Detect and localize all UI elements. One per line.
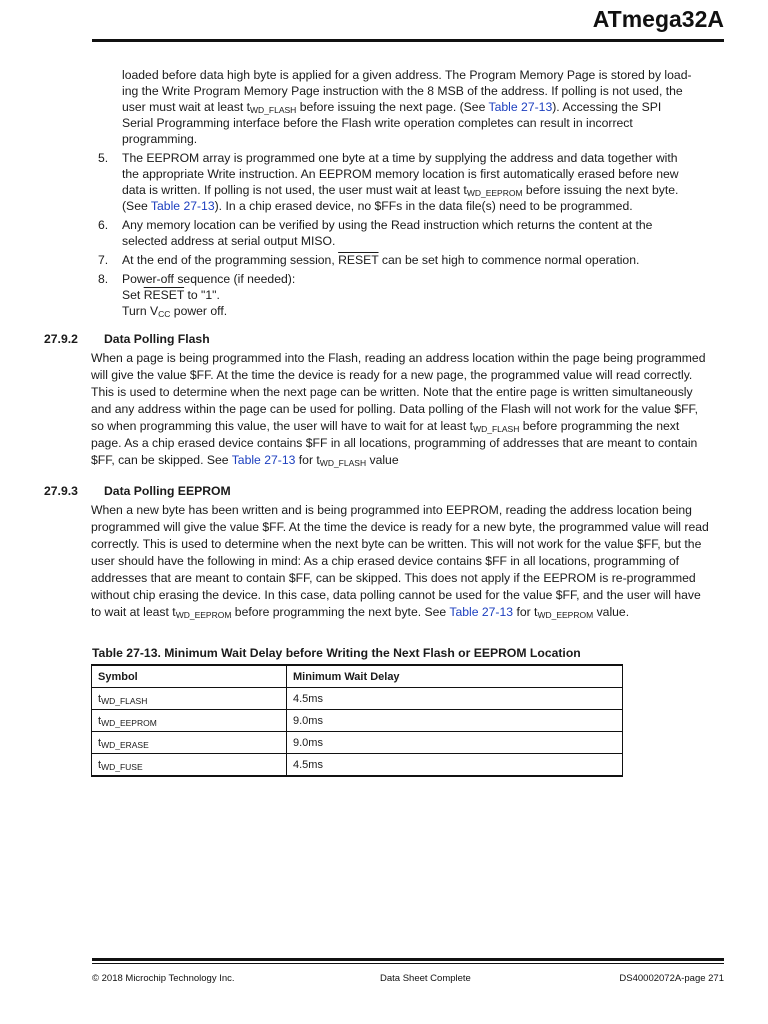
table-link[interactable]: Table 27-13 xyxy=(449,605,514,619)
section-heading xyxy=(44,332,724,348)
table-link[interactable]: Table 27-13 xyxy=(488,100,553,114)
text-line: ing the Write Program Memory Page instruction with the 8 MSB of the address. If polling is not used, the xyxy=(122,84,683,98)
table-row xyxy=(92,710,623,732)
section-heading xyxy=(44,484,724,500)
text-line: user must wait at least $t_{WD\_FLASH}$ before issuing the next page. (See Table 27-13). Accessing the SPI xyxy=(122,100,662,115)
text-line: Set RESET to "1". xyxy=(122,288,220,302)
list-number: 8. xyxy=(98,272,109,286)
table-link[interactable]: Table 27-13 xyxy=(231,453,296,467)
page-title: ATmega32A xyxy=(592,6,724,32)
list-number: 6. xyxy=(98,218,109,232)
section-data-polling-eeprom xyxy=(44,484,724,621)
section-data-polling-flash xyxy=(44,332,724,469)
text-line: At the end of the programming session, RESET can be set high to commence normal operation. xyxy=(122,253,640,267)
section-paragraph: When a new byte has been written and is being programmed into EEPROM, reading the address location being programmed will give the value $FF. At the time the device is ready for a new byte, the programmed value will read correctly. This is used to determine when the next byte can be written. This will not work for the value $FF, but the user should have the following in mind: As a chip erased device contains $FF in all locations, programming of addresses that are meant to contain $FF, can be skipped. This does not apply if the EEPROM is re-programmed without chip erasing the device. In this case, data polling cannot be used for the value $FF, and the user will have to wait at least $t_{WD\_EEPROM}$ before programming the next byte. See Table 27-13 for $t_{WD\_EEPROM}$ value. xyxy=(91,503,709,620)
footer-copyright: © 2018 Microchip Technology Inc. xyxy=(92,973,235,984)
table-header-row xyxy=(92,665,623,688)
symbol-cell: $t_{WD\_EEPROM}$ xyxy=(92,710,287,732)
table-row xyxy=(92,732,623,754)
text-line: Turn $V_{CC}$ power off. xyxy=(122,304,228,319)
text-line: selected address at serial output MISO. xyxy=(122,234,336,248)
footer-page-number: DS40002072A-page 271 xyxy=(619,973,724,984)
column-header-symbol: Symbol xyxy=(92,665,287,688)
table-link[interactable]: Table 27-13 xyxy=(150,199,215,213)
list-number: 7. xyxy=(98,253,109,267)
text-line: Serial Programming interface before the Flash write operation completes can result in incorrect xyxy=(122,116,633,130)
list-number: 5. xyxy=(98,151,109,165)
section-title: Data Polling Flash xyxy=(104,332,210,346)
delay-cell: 9.0ms xyxy=(287,732,623,754)
list-item xyxy=(92,67,724,147)
symbol-cell: $t_{WD\_ERASE}$ xyxy=(92,732,287,754)
list-item xyxy=(92,271,724,319)
footer-rule-thin xyxy=(92,963,724,964)
delay-cell: 4.5ms xyxy=(287,754,623,777)
text-line: programming. xyxy=(122,132,198,146)
text-line: Any memory location can be verified by using the Read instruction which returns the content at the xyxy=(122,218,653,232)
symbol-cell: $t_{WD\_FUSE}$ xyxy=(92,754,287,777)
list-item xyxy=(92,217,724,249)
table-row xyxy=(92,688,623,710)
list-item xyxy=(92,150,724,214)
text-line: The EEPROM array is programmed one byte at a time by supplying the address and data together with xyxy=(122,151,678,165)
text-line: Power-off sequence (if needed): xyxy=(122,272,296,286)
symbol-cell: $t_{WD\_FLASH}$ xyxy=(92,688,287,710)
text-line: (See Table 27-13). In a chip erased device, no $FFs in the data file(s) need to be programmed. xyxy=(122,199,633,213)
column-header-delay: Minimum Wait Delay xyxy=(287,665,623,688)
text-line: loaded before data high byte is applied for a given address. The Program Memory Page is stored by load- xyxy=(122,68,692,82)
list-item xyxy=(92,252,724,268)
header-rule xyxy=(92,39,724,42)
section-paragraph: When a page is being programmed into the Flash, reading an address location within the page being programmed will give the value $FF. At the time the device is ready for a new page, the programmed value will read correctly. This is used to determine when the next page can be written. Note that the entire page is written simultaneously and any address within the page can be used for polling. Data polling of the Flash will not work for the value $FF, so when programming this value, the user will have to wait for at least $t_{WD\_FLASH}$ before programming the next page. As a chip erased device contains $FF in all locations, programming of addresses that are meant to contain $FF, can be skipped. See Table 27-13 for $t_{WD\_FLASH}$ value xyxy=(91,351,706,468)
delay-cell: 9.0ms xyxy=(287,710,623,732)
delay-cell: 4.5ms xyxy=(287,688,623,710)
section-number: 27.9.2 xyxy=(44,332,78,346)
table-caption: Table 27-13. Minimum Wait Delay before Writing the Next Flash or EEPROM Location xyxy=(92,646,581,660)
section-title: Data Polling EEPROM xyxy=(104,484,231,498)
wait-delay-table xyxy=(91,664,623,777)
programming-steps-list xyxy=(92,67,724,322)
footer-doc-name: Data Sheet Complete xyxy=(380,973,471,984)
footer-rule xyxy=(92,958,724,961)
section-number: 27.9.3 xyxy=(44,484,78,498)
text-line: the appropriate Write instruction. An EEPROM memory location is first automatically erased before new xyxy=(122,167,679,181)
table-row xyxy=(92,754,623,777)
text-line: data is written. If polling is not used, the user must wait at least $t_{WD\_EEPROM}$ before issuing the next byte. xyxy=(122,183,679,198)
